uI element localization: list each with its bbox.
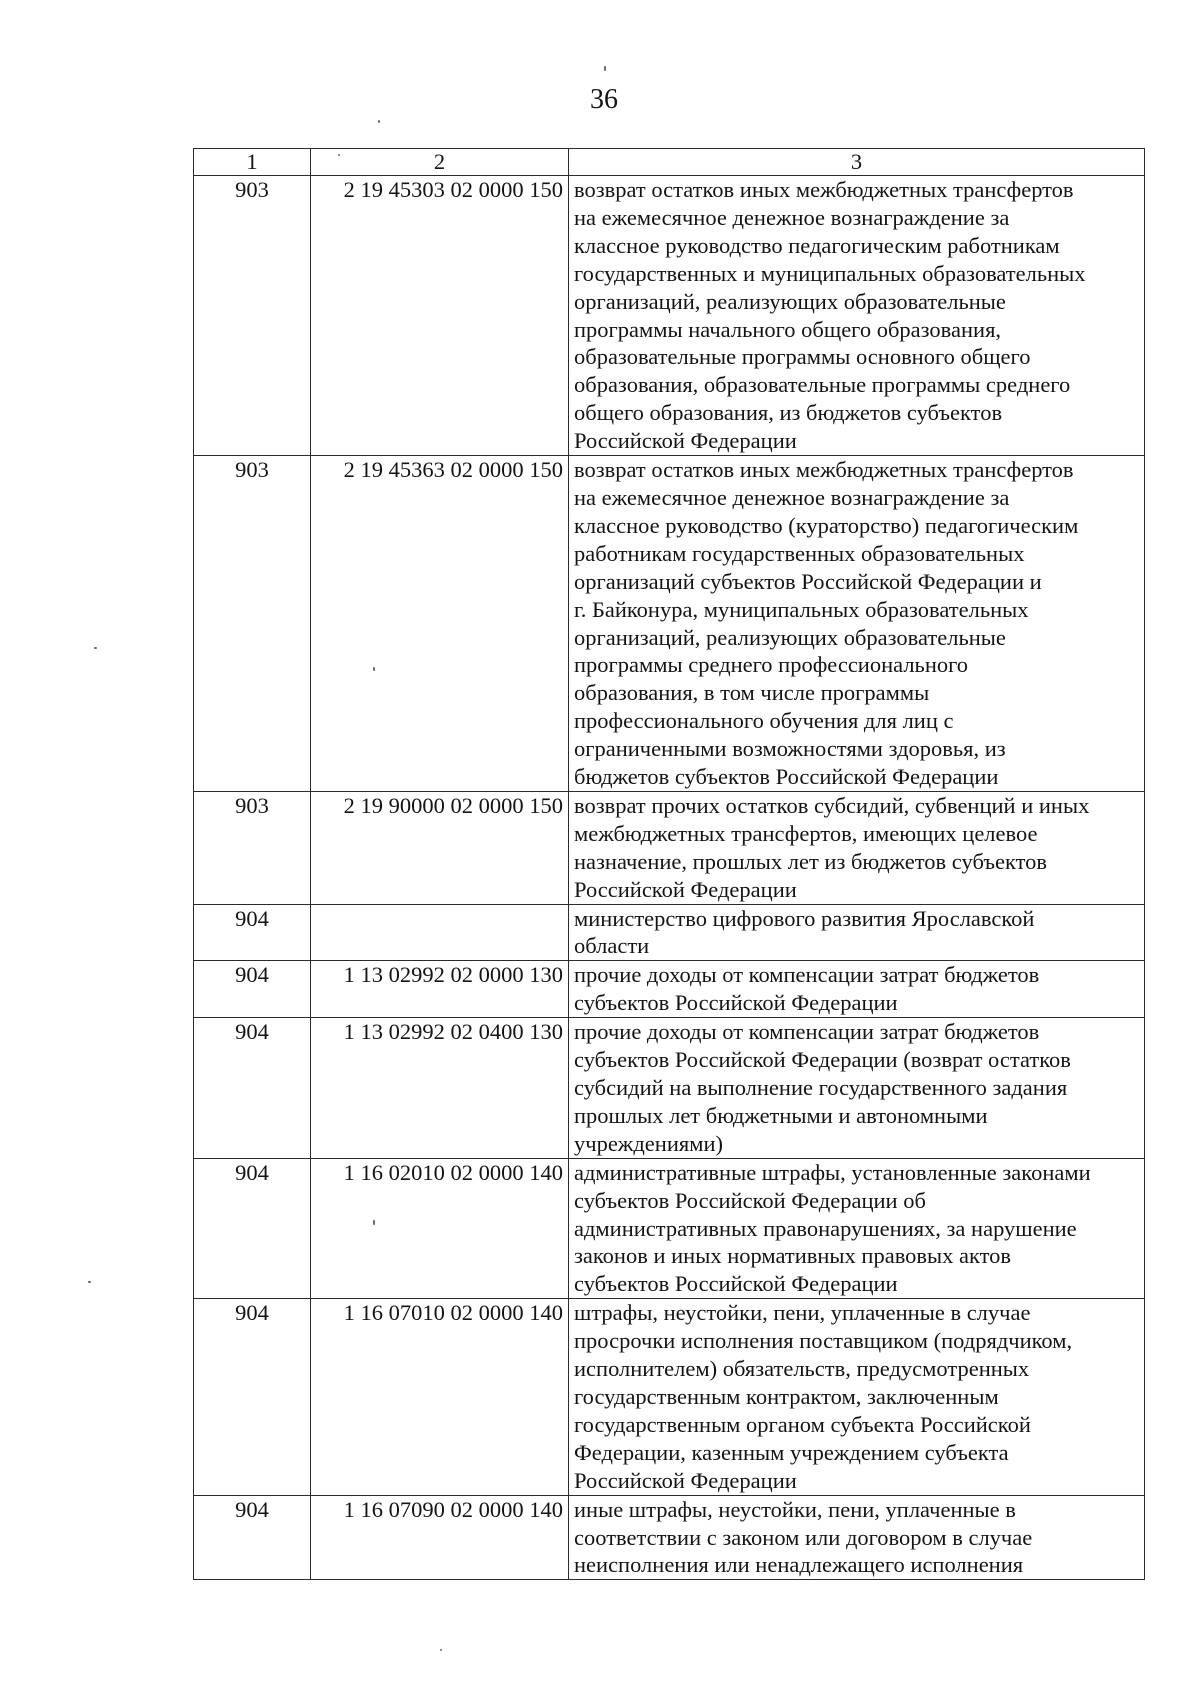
revenue-description-cell (569, 1018, 1145, 1159)
scan-speck (378, 120, 380, 123)
revenue-description-cell (569, 1495, 1145, 1580)
description-line: субъектов Российской Федерации об (574, 1187, 926, 1213)
description-line: организаций, реализующих образовательные (574, 288, 1006, 314)
description-line: возврат остатков иных межбюджетных трансфертов (574, 177, 1074, 202)
table-body (194, 176, 1145, 1580)
description-line: Российской Федерации (574, 428, 797, 454)
table-row (194, 1299, 1145, 1495)
scan-speck (94, 647, 97, 649)
description-line: образования, образовательные программы среднего (574, 372, 1071, 398)
revenue-code-cell: 2 19 45303 02 0000 150 (311, 176, 569, 456)
revenue-code-cell: 1 13 02992 02 0000 130 (311, 961, 569, 1018)
description-line: соответствии с законом или договором в случае (574, 1524, 1033, 1550)
page-number: 36 (590, 84, 618, 115)
description-line: прочие доходы от компенсации затрат бюджетов (574, 962, 1040, 988)
description-line: субсидий на выполнение государственного задания (574, 1075, 1068, 1100)
description-line: законов и иных нормативных правовых актов (574, 1243, 1012, 1269)
revenue-description-cell (569, 176, 1145, 456)
revenue-description-cell (569, 961, 1145, 1018)
description-line: образовательные программы основного общего (574, 344, 1031, 370)
description-line: административные штрафы, установленные законами (574, 1159, 1091, 1185)
description-line: исполнителем) обязательств, предусмотренных (574, 1356, 1030, 1382)
revenue-description-cell (569, 904, 1145, 961)
description-line: межбюджетных трансфертов, имеющих целевое (574, 820, 1038, 846)
table-row (194, 791, 1145, 904)
description-line: классное руководство педагогическим работникам (574, 232, 1060, 258)
description-line: на ежемесячное денежное вознаграждение за (574, 484, 1010, 510)
admin-code-cell: 904 (194, 1495, 311, 1580)
description-line: назначение, прошлых лет из бюджетов субъектов (574, 848, 1048, 874)
table-row (194, 456, 1145, 792)
table-row (194, 176, 1145, 456)
admin-code-cell: 904 (194, 1018, 311, 1159)
table-row (194, 904, 1145, 961)
description-line: субъектов Российской Федерации (574, 1271, 898, 1297)
description-line: государственным контрактом, заключенным (574, 1383, 999, 1409)
column-header-3: 3 (569, 149, 1145, 176)
description-line: штрафы, неустойки, пени, уплаченные в случае (574, 1300, 1031, 1326)
scan-speck (440, 1649, 442, 1651)
description-line: возврат прочих остатков субсидий, субвенций и иных (574, 792, 1090, 818)
description-line: классное руководство (кураторство) педагогическим (574, 512, 1079, 538)
description-line: профессионального обучения для лиц с (574, 708, 954, 734)
description-line: работникам государственных образовательных (574, 540, 1025, 566)
description-line: учреждениями) (574, 1130, 723, 1156)
admin-code-cell: 903 (194, 176, 311, 456)
revenue-code-cell: 1 16 02010 02 0000 140 (311, 1158, 569, 1299)
revenue-code-cell (311, 904, 569, 961)
table-row (194, 961, 1145, 1018)
column-header-2: 2 (311, 149, 569, 176)
description-line: на ежемесячное денежное вознаграждение за (574, 204, 1010, 230)
description-line: иные штрафы, неустойки, пени, уплаченные в (574, 1496, 1016, 1522)
revenue-code-cell: 2 19 90000 02 0000 150 (311, 791, 569, 904)
description-line: прочие доходы от компенсации затрат бюджетов (574, 1019, 1040, 1045)
description-line: общего образования, из бюджетов субъектов (574, 400, 1003, 426)
description-line: административных правонарушениях, за нарушение (574, 1215, 1077, 1241)
admin-code-cell: 903 (194, 456, 311, 792)
scan-speck (373, 667, 375, 671)
admin-code-cell: 904 (194, 1299, 311, 1495)
description-line: ограниченными возможностями здоровья, из (574, 736, 1006, 762)
description-line: г. Байконура, муниципальных образовательных (574, 596, 1029, 622)
description-line: министерство цифрового развития Ярославской (574, 905, 1035, 931)
table-row (194, 1158, 1145, 1299)
description-line: государственным органом субъекта Российской (574, 1411, 1031, 1437)
description-line: прошлых лет бюджетными и автономными (574, 1102, 988, 1128)
scan-speck (373, 1220, 375, 1225)
revenue-description-cell (569, 1299, 1145, 1495)
revenue-code-cell: 1 13 02992 02 0400 130 (311, 1018, 569, 1159)
scan-speck (604, 66, 606, 71)
description-line: образования, в том числе программы (574, 680, 930, 706)
description-line: Российской Федерации (574, 1467, 797, 1493)
description-line: организаций субъектов Российской Федерации и (574, 568, 1042, 594)
description-line: программы среднего профессионального (574, 652, 969, 678)
scan-speck (338, 154, 340, 156)
description-line: области (574, 933, 650, 959)
revenue-description-cell (569, 456, 1145, 792)
revenue-code-cell: 2 19 45363 02 0000 150 (311, 456, 569, 792)
admin-code-cell: 904 (194, 1158, 311, 1299)
description-line: неисполнения или ненадлежащего исполнения (574, 1552, 1024, 1578)
description-line: субъектов Российской Федерации (574, 990, 898, 1016)
revenue-description-cell (569, 791, 1145, 904)
revenue-description-cell (569, 1158, 1145, 1299)
revenue-code-table (193, 148, 1145, 1580)
description-line: просрочки исполнения поставщиком (подрядчиком, (574, 1328, 1073, 1354)
column-header-1: 1 (194, 149, 311, 176)
description-line: государственных и муниципальных образовательных (574, 260, 1086, 286)
admin-code-cell: 904 (194, 961, 311, 1018)
revenue-code-cell: 1 16 07010 02 0000 140 (311, 1299, 569, 1495)
table-row (194, 1018, 1145, 1159)
description-line: Российской Федерации (574, 876, 797, 902)
admin-code-cell: 903 (194, 791, 311, 904)
description-line: Федерации, казенным учреждением субъекта (574, 1439, 1009, 1465)
description-line: субъектов Российской Федерации (возврат остатков (574, 1047, 1071, 1073)
table-row (194, 1495, 1145, 1580)
description-line: организаций, реализующих образовательные (574, 624, 1006, 650)
description-line: программы начального общего образования, (574, 316, 1002, 342)
scan-speck (88, 1281, 91, 1283)
table-header-row (194, 149, 1145, 176)
description-line: бюджетов субъектов Российской Федерации (574, 764, 999, 790)
description-line: возврат остатков иных межбюджетных трансфертов (574, 457, 1074, 483)
admin-code-cell: 904 (194, 904, 311, 961)
revenue-code-cell: 1 16 07090 02 0000 140 (311, 1495, 569, 1580)
